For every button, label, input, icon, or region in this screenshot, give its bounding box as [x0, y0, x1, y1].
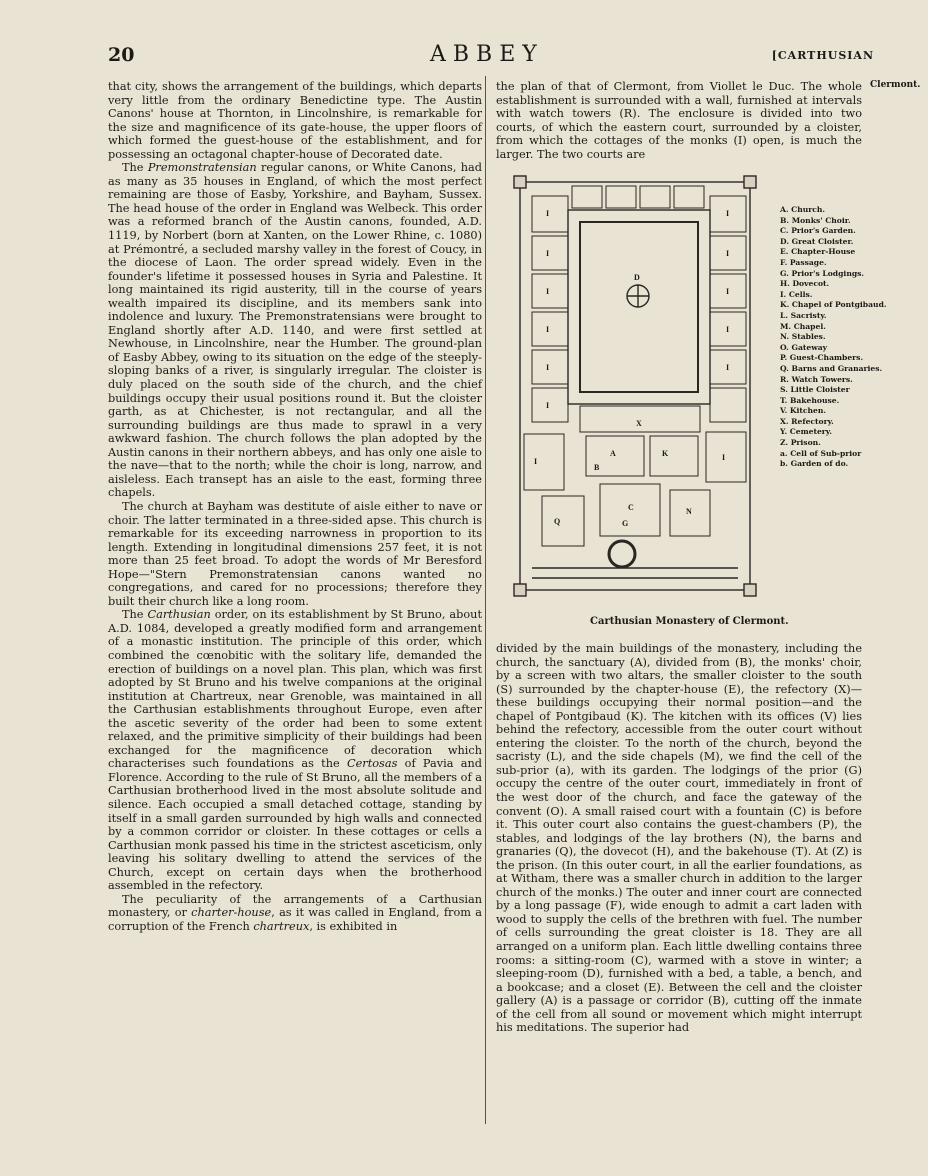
legend-item: O. Gateway: [780, 342, 828, 352]
column-rule: [485, 76, 486, 1124]
svg-text:I: I: [546, 325, 550, 334]
legend-item: a. Cell of Sub-prior: [780, 448, 862, 458]
svg-text:I: I: [726, 363, 730, 372]
svg-text:C: C: [628, 503, 634, 512]
legend-item: K. Chapel of Pontgibaud.: [780, 300, 887, 310]
svg-text:X: X: [636, 419, 642, 428]
svg-text:I: I: [726, 325, 730, 334]
legend-item: V. Kitchen.: [780, 406, 826, 416]
right-column-bottom: [496, 642, 862, 1035]
legend-item: Y. Cemetery.: [780, 427, 832, 437]
legend-item: Z. Prison.: [780, 438, 821, 448]
page-header: [108, 42, 874, 72]
legend-item: D. Great Cloister.: [780, 236, 854, 246]
legend-item: S. Little Cloister: [780, 385, 850, 395]
legend-item: N. Stables.: [780, 332, 826, 342]
paragraph: The Premonstratensian regular canons, or White Canons, had as many as 35 houses in England, of which the most perfect remaining are those of Easby, Yorkshire, and Bayham, Sussex. The head house of the order in England was Welbeck. This order was a reformed branch of the Austin canons, founded, A.D. 1119, by Norbert (born at Xanten, on the Lower Rhine, c. 1080) at Prémontré, a secluded marshy valley in the forest of Coucy, in the diocese of Laon. The order spread widely. Even in the founder's lifetime it possessed houses in Syria and Palestine. It long maintained its rigid austerity, till in the course of years wealth impaired its discipline, and its members sank into indolence and luxury. The Premonstratensians were brought to England shortly after A.D. 1140, and were first settled at Newhouse, in Lincolnshire, near the Humber. The ground-plan of Easby Abbey, owing to its situation on the edge of the steeply-sloping banks of a river, is singularly irregular. The cloister is duly placed on the south side of the church, and the chief buildings occupy their usual positions round it. But the cloister garth, as at Chichester, is not rectangular, and all the surrounding buildings are thus made to sprawl in a very awkward fashion. The church follows the plan adopted by the Austin canons in their northern abbeys, and has only one aisle to the nave—that to the north; while the choir is long, narrow, and aisleless. Each transept has an aisle to the east, forming three chapels.: [108, 161, 482, 500]
legend-item: R. Watch Towers.: [780, 374, 853, 384]
legend-item: X. Refectory.: [780, 416, 834, 426]
svg-text:B: B: [594, 463, 600, 472]
figure-legend: [780, 205, 887, 470]
paragraph: divided by the main buildings of the monastery, including the church, the sanctuary (A), divided from (B), the monks' choir, by a screen with two altars, the smaller cloister to the south (S) surrounded by the chapter-house (E), the refectory (X)—these buildings occupying their normal position—and the chapel of Pontgibaud (K). The kitchen with its offices (V) lies behind the refectory, accessible from the outer court without entering the cloister. To the north of the church, beyond the sacristy (L), and the side chapels (M), we find the cell of the sub-prior (a), with its garden. The lodgings of the prior (G) occupy the centre of the outer court, immediately in front of the west door of the church, and face the gateway of the convent (O). A small raised court with a fountain (C) is before it. This outer court also contains the guest-chambers (P), the stables, and lodgings of the lay brothers (N), the barns and granaries (Q), the dovecot (H), and the bakehouse (T). At (Z) is the prison. (In this outer court, in all the earlier foundations, as at Witham, there was a smaller church in addition to the larger church of the monks.) The outer and inner court are connected by a long passage (F), wide enough to admit a cart laden with wood to supply the cells of the brethren with fuel. The number of cells surrounding the great cloister is 18. They are all arranged on a uniform plan. Each little dwelling contains three rooms: a sitting-room (C), warmed with a stove in winter; a sleeping-room (D), furnished with a bed, a table, a bench, and a bookcase; and a closet (E). Between the cell and the cloister gallery (A) is a passage or corridor (B), cutting off the inmate of the cell from all sound or movement which might interrupt his meditations. The superior had: [496, 642, 862, 1035]
legend-item: b. Garden of do.: [780, 459, 849, 469]
left-column: [108, 80, 482, 933]
legend-item: F. Passage.: [780, 257, 827, 267]
svg-text:I: I: [726, 209, 730, 218]
svg-text:I: I: [546, 209, 550, 218]
paragraph: The peculiarity of the arrangements of a Carthusian monastery, or charter-house, as it was called in England, from a corruption of the French chartreux, is exhibited in: [108, 892, 482, 933]
figure-caption: Carthusian Monastery of Clermont.: [590, 616, 789, 627]
svg-text:I: I: [722, 453, 726, 462]
paragraph: The Carthusian order, on its establishment by St Bruno, about A.D. 1084, developed a greatly modified form and arrangement of a monastic institution. The principle of this order, which combined the cœnobitic with the solitary life, demanded the erection of buildings on a novel plan. This plan, which was first adopted by St Bruno and his twelve companions at the original institution at Chartreux, near Grenoble, was maintained in all the Carthusian establishments throughout Europe, even after the ascetic severity of the order had been to some extent relaxed, and the primitive simplicity of their buildings had been exchanged for the magnificence of decoration which characterises such foundations as the Certosas of Pavia and Florence. According to the rule of St Bruno, all the members of a Carthusian brotherhood lived in the most absolute solitude and silence. Each occupied a small detached cottage, standing by itself in a small garden surrounded by high walls and connected by a common corridor or cloister. In these cottages or cells a Carthusian monk passed his time in the strictest asceticism, only leaving his solitary dwelling to attend the services of the Church, except on certain days when the brotherhood assembled in the refectory.: [108, 608, 482, 893]
right-column-top: [496, 80, 862, 161]
legend-item: Q. Barns and Granaries.: [780, 363, 883, 373]
paragraph: the plan of that of Clermont, from Viollet le Duc. The whole establishment is surrounded with a wall, furnished at intervals with watch towers (R). The enclosure is divided into two courts, of which the eastern court, surrounded by a cloister, from which the cottages of the monks (I) open, is much the larger. The two courts are: [496, 80, 862, 161]
svg-text:I: I: [726, 249, 730, 258]
svg-text:Q: Q: [554, 517, 561, 526]
svg-text:I: I: [546, 401, 550, 410]
page-title: ABBEY: [430, 42, 544, 67]
legend-item: I. Cells.: [780, 289, 813, 299]
page-number: 20: [108, 44, 135, 66]
legend-item: T. Bakehouse.: [780, 395, 840, 405]
legend-item: L. Sacristy.: [780, 310, 827, 320]
margin-note: Clermont.: [870, 80, 921, 90]
svg-text:K: K: [662, 449, 669, 458]
svg-text:G: G: [622, 519, 629, 528]
legend-item: A. Church.: [780, 205, 826, 214]
legend-item: G. Prior's Lodgings.: [780, 268, 865, 278]
svg-text:I: I: [726, 287, 730, 296]
legend-item: C. Prior's Garden.: [780, 226, 856, 236]
svg-text:I: I: [546, 363, 550, 372]
svg-text:N: N: [686, 507, 692, 516]
svg-text:I: I: [546, 249, 550, 258]
legend-item: H. Dovecot.: [780, 279, 830, 289]
svg-text:I: I: [534, 457, 538, 466]
monastery-plan-figure: [510, 174, 772, 606]
legend-item: M. Chapel.: [780, 321, 826, 331]
legend-item: B. Monks' Choir.: [780, 215, 851, 225]
svg-text:D: D: [634, 273, 640, 282]
running-head: [CARTHUSIAN: [771, 49, 874, 62]
paragraph: The church at Bayham was destitute of aisle either to nave or choir. The latter terminated in a three-sided apse. This church is remarkable for its exceeding narrowness in proportion to its length. Extending in longitudinal dimensions 257 feet, it is not more than 25 feet broad. To adopt the words of Mr Beresford Hope—"Stern Premonstratensian canons wanted no congregations, and cared for no processions; therefore they built their church like a long room.: [108, 499, 482, 608]
legend-item: P. Guest-Chambers.: [780, 353, 864, 363]
paragraph: that city, shows the arrangement of the buildings, which departs very little from the ordinary Benedictine type. The Austin Canons' house at Thornton, in Lincolnshire, is remarkable for the size and magnificence of its gate-house, the upper floors of which formed the guest-house of the establishment, and for possessing an octagonal chapter-house of Decorated date.: [108, 80, 482, 161]
svg-text:A: A: [610, 449, 616, 458]
legend-item: E. Chapter-House: [780, 247, 856, 257]
svg-text:I: I: [546, 287, 550, 296]
